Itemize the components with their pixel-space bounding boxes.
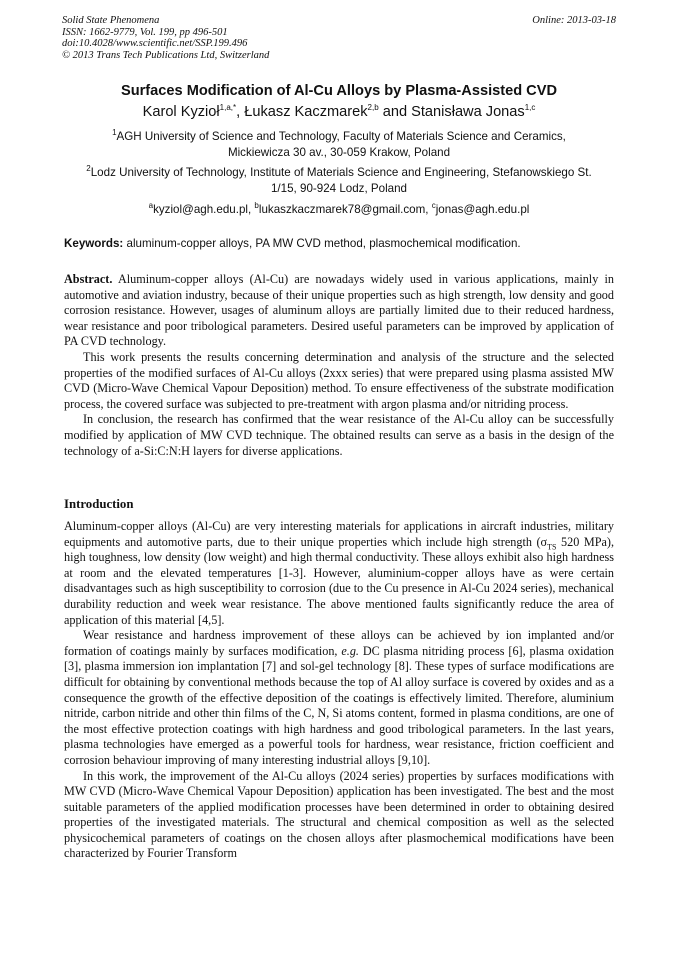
keywords-label: Keywords: xyxy=(64,237,124,250)
abstract-paragraph xyxy=(64,272,614,350)
author-sep: and xyxy=(378,104,412,120)
journal-name: Solid State Phenomena xyxy=(62,15,160,26)
author-name: Karol Kyzioł xyxy=(142,104,220,120)
affiliation-num: 2 xyxy=(86,164,91,174)
affiliation-2 xyxy=(64,165,614,197)
body-text: 520 MPa), high toughness, low density (low weight) and high thermal conductivity. These alloys exhibit also high hardness at room and the elevated temperatures [1-3]. However, aluminium-copper alloys have as were certain disadvantages such as high susceptibility to corrosion (due to the Cu presence in Al-Cu 2024 series), mechanical durability reduction and week wear resistance. The above mentioned faults significantly reduce the area of application of this material [4,5]. xyxy=(64,534,614,627)
author-sep: , xyxy=(236,104,245,120)
body-text: Aluminum-copper alloys (Al-Cu) are very interesting materials for applications in aircraft industries, military equipments and automotive parts, due to their unique properties which include high strength (σ xyxy=(64,519,614,549)
email-link[interactable]: lukaszkaczmarek78@gmail.com, xyxy=(258,203,432,216)
sigma-subscript: TS xyxy=(547,542,557,552)
affiliation-line: 1/15, 90-924 Lodz, Poland xyxy=(270,182,407,195)
affiliation-line: Mickiewicza 30 av., 30-059 Krakow, Poland xyxy=(227,146,451,159)
body-text: Wear resistance and hardness improvement of these alloys can be achieved by ion implanted and/or formation of coatings mainly by surfaces modification, xyxy=(64,628,614,658)
email-link[interactable]: kyziol@agh.edu.pl, xyxy=(153,203,255,216)
issn-line: ISSN: 1662-9779, Vol. 199, pp 496-501 xyxy=(62,26,228,38)
paper-title: Surfaces Modification of Al-Cu Alloys by Plasma-Assisted CVD xyxy=(120,83,557,99)
author-name: Łukasz Kaczmarek xyxy=(244,104,368,120)
abstract-paragraph: In conclusion, the research has confirmed that the wear resistance of the Al-Cu alloy can be successfully modified by application of MW CVD technique. The obtained results can serve as a basis in the design of the technology of a-Si:C:N:H layers for diverse applications. xyxy=(64,412,614,458)
doi-line: doi:10.4028/www.scientific.net/SSP.199.496 xyxy=(62,38,248,49)
body-paragraph: In this work, the improvement of the Al-Cu alloys (2024 series) properties by surfaces modifications with MW CVD (Micro-Wave Chemical Vapour Deposition) application has been investigated. The best and the most suitable parameters of the applied modification processes have been determined in order to obtaining desired properties of the investigated materials. The structural and chemical composition as well as the selected physicochemical parameters of coatings on the chosen alloys after plasmochemical modifications have been characterized by Fourier Transform xyxy=(64,768,614,861)
keywords-text: aluminum-copper alloys, PA MW CVD method, plasmochemical modification. xyxy=(126,237,521,250)
author-list xyxy=(0,104,678,120)
online-date: Online: 2013-03-18 xyxy=(532,15,616,26)
affiliation-num: 1 xyxy=(112,128,117,138)
body-paragraph xyxy=(64,519,614,628)
copyright-line: © 2013 Trans Tech Publications Ltd, Switzerland xyxy=(62,49,270,61)
affiliation-line: AGH University of Science and Technology, Faculty of Materials Science and Ceramics, xyxy=(116,130,566,143)
email-sup: a xyxy=(148,201,154,211)
journal-header xyxy=(62,15,616,61)
email-sup: b xyxy=(254,201,259,211)
author-sup: 2,b xyxy=(367,103,379,113)
abstract-section xyxy=(64,272,614,459)
affiliation-1 xyxy=(64,129,614,161)
abstract-text: Aluminum-copper alloys (Al-Cu) are nowadays widely used in various applications, mainly in automotive and aviation industry, because of their unique properties such as high strength, low density and good corrosion resistance. However, usages of aluminum alloys are partially limited due to their reduced hardness, wear resistance and poor tribological parameters. Desired useful parameters can be improved by application of PA CVD technology. xyxy=(64,272,614,349)
email-sup: c xyxy=(431,201,436,211)
author-sup: 1,c xyxy=(524,103,536,113)
email-link[interactable]: jonas@agh.edu.pl xyxy=(435,203,530,216)
author-name: Stanisława Jonas xyxy=(411,104,525,120)
section-heading: Introduction xyxy=(64,497,134,511)
eg-italic: e.g. xyxy=(341,643,359,658)
body-text: DC plasma nitriding process [6], plasma oxidation [3], plasma immersion ion implantation [7] and sol-gel technology [8]. These types of surface modifications are difficult for obtaining by conventional methods because the top of Al alloy surface is covered by oxides and as a consequence the growth of the effective deposition of the coatings is effectively limited. Therefore, aluminium nitride, carbon nitride and other thin films of the C, N, Si atoms content, formed in plasma conditions, are one of the most effective protection coatings with high hardness and good tribological parameters. In the last years, plasma technologies have emerged as a powerful tools for hardness, wear resistance, friction coefficient and corrosion behaviour improving of many interesting industrial alloys [9,10]. xyxy=(64,643,614,767)
abstract-label: Abstract. xyxy=(64,272,113,286)
body-paragraph xyxy=(64,628,614,768)
author-sup: 1,a,* xyxy=(219,103,237,113)
email-list xyxy=(0,203,678,216)
affiliation-line: Lodz University of Technology, Institute of Materials Science and Engineering, Stefanowskiego St. xyxy=(90,166,592,179)
keywords xyxy=(64,237,624,250)
abstract-paragraph: This work presents the results concerning determination and analysis of the structure and the selected properties of the modified surfaces of Al-Cu alloys (2xxx series) that were prepared using plasma assisted MW CVD (Micro-Wave Chemical Vapour Deposition) method. To ensure effectiveness of the substrate modification process, the covered surface was subjected to pre-treatment with argon plasma and/or nitriding process. xyxy=(64,349,614,411)
introduction-section xyxy=(64,519,614,862)
